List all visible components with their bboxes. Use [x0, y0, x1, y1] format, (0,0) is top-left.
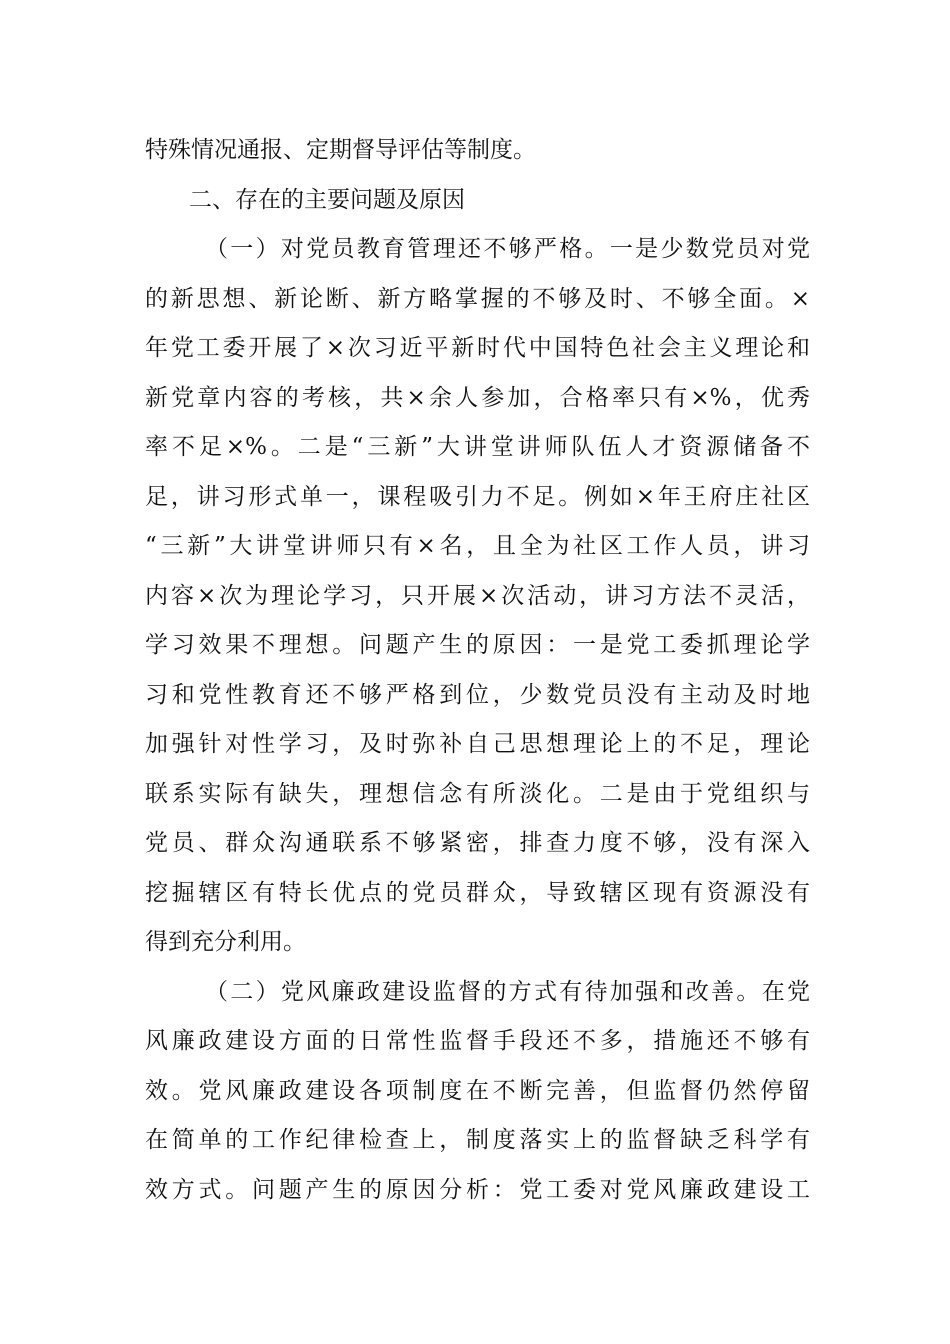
- text-line-8: 足，讲习形式单一，课程吸引力不足。例如×年王府庄社区: [145, 483, 810, 510]
- text-line-12: 习和党性教育还不够严格到位，少数党员没有主动及时地: [145, 681, 810, 708]
- text-line-4: 的新思想、新论断、新方略掌握的不够及时、不够全面。×: [145, 285, 810, 312]
- paragraph-1-heading-line: （一）对党员教育管理还不够严格。一是少数党员对党: [205, 236, 810, 262]
- text-line-17: 得到充分利用。: [145, 929, 306, 955]
- document-body: [145, 126, 810, 1215]
- text-line-20: 效。党风廉政建设各项制度在不断完善，但监督仍然停留: [145, 1077, 810, 1104]
- text-line-9: “三新”大讲堂讲师只有×名，且全为社区工作人员，讲习: [145, 533, 810, 559]
- text-line-1: 特殊情况通报、定期督导评估等制度。: [145, 137, 536, 163]
- text-line-13: 加强针对性学习，及时弥补自己思想理论上的不足，理论: [145, 731, 810, 757]
- text-line-11: 学习效果不理想。问题产生的原因：一是党工委抓理论学: [145, 632, 810, 658]
- text-line-22: 效方式。问题产生的原因分析：党工委对党风廉政建设工: [145, 1176, 810, 1203]
- text-line-7: 率不足×%。二是“三新”大讲堂讲师队伍人才资源储备不: [145, 434, 810, 460]
- text-line-14: 联系实际有缺失，理想信念有所淡化。二是由于党组织与: [145, 780, 810, 807]
- text-line-21: 在简单的工作纪律检查上，制度落实上的监督缺乏科学有: [145, 1127, 810, 1153]
- text-line-15: 党员、群众沟通联系不够紧密，排查力度不够，没有深入: [145, 830, 810, 856]
- text-line-19: 风廉政建设方面的日常性监督手段还不多，措施还不够有: [145, 1028, 810, 1054]
- paragraph-2-heading-line: （二）党风廉政建设监督的方式有待加强和改善。在党: [205, 978, 810, 1005]
- text-line-5: 年党工委开展了×次习近平新时代中国特色社会主义理论和: [145, 335, 810, 361]
- section-heading: 二、存在的主要问题及原因: [189, 186, 465, 213]
- text-line-6: 新党章内容的考核，共×余人参加，合格率只有×%，优秀: [145, 384, 810, 411]
- text-line-10: 内容×次为理论学习，只开展×次活动，讲习方法不灵活，: [145, 582, 810, 609]
- text-line-16: 挖掘辖区有特长优点的党员群众，导致辖区现有资源没有: [145, 879, 810, 906]
